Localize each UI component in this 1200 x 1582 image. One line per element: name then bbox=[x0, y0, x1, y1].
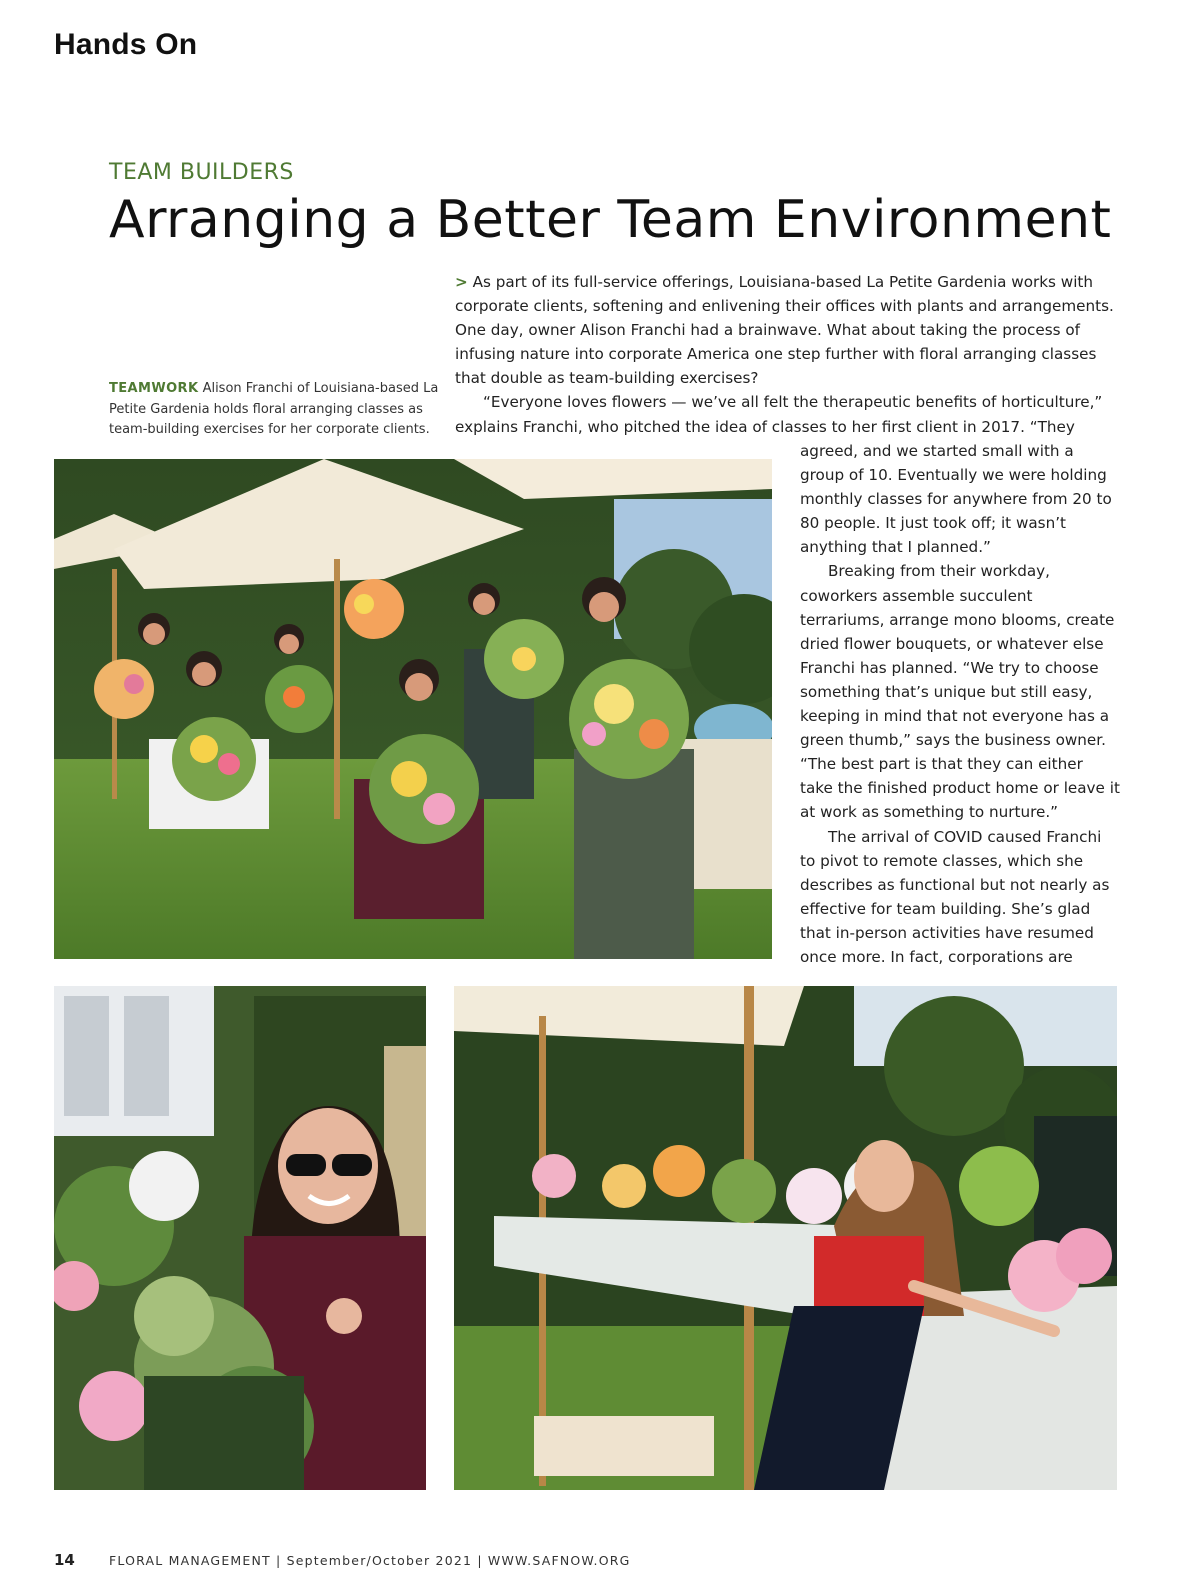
article-intro bbox=[455, 270, 1117, 439]
intro-arrow-icon: > bbox=[455, 273, 468, 291]
woman-arranging-photo bbox=[54, 986, 426, 1490]
article-headline: Arranging a Better Team Environment bbox=[109, 190, 1112, 250]
intro-paragraph-1 bbox=[455, 270, 1117, 390]
page-number: 14 bbox=[54, 1551, 75, 1569]
photo-caption bbox=[109, 379, 439, 441]
intro-paragraph-2: “Everyone loves flowers — we’ve all felt the therapeutic benefits of horticulture,” explains Franchi, who pitched the idea of classes to her first client in 2017. “They bbox=[455, 393, 1103, 436]
article-kicker: TEAM BUILDERS bbox=[109, 160, 294, 185]
group-bouquets-photo bbox=[54, 459, 772, 959]
footer-publication-line: FLORAL MANAGEMENT | September/October 2021 | WWW.SAFNOW.ORG bbox=[109, 1553, 631, 1568]
intro-paragraph-1-text: As part of its full-service offerings, Louisiana-based La Petite Gardenia works with corporate clients, softening and enlivening their offices with plants and arrangements. One day, owner Alison Franchi had a brainwave. What about taking the process of infusing nature into corporate America one step further with floral arranging classes that double as team-building exercises? bbox=[455, 273, 1114, 388]
caption-text: Alison Franchi of Louisiana-based La Petite Gardenia holds floral arranging classes as team-building exercises for her corporate clients. bbox=[109, 381, 439, 437]
outdoor-tables-photo bbox=[454, 986, 1117, 1490]
section-tag: Hands On bbox=[54, 28, 198, 61]
column-paragraph-2: Breaking from their workday, coworkers assemble succulent terrariums, arrange mono blooms, create dried flower bouquets, or whatever else Franchi has planned. “We try to choose something that’s unique but still easy, keeping in mind that not everyone has a green thumb,” says the business owner. “The best part is that they can either take the finished product home or leave it at work as something to nurture.” bbox=[800, 562, 1120, 822]
column-paragraph-1: agreed, and we started small with a group of 10. Eventually we were holding monthly classes for anywhere from 20 to 80 people. It just took off; it wasn’t anything that I planned.” bbox=[800, 442, 1112, 557]
article-column bbox=[800, 439, 1120, 969]
caption-lead: TEAMWORK bbox=[109, 381, 199, 396]
column-paragraph-3: The arrival of COVID caused Franchi to pivot to remote classes, which she describes as functional but not nearly as effective for team building. She’s glad that in-person activities have resumed once more. In fact, corporations are bbox=[800, 827, 1110, 966]
